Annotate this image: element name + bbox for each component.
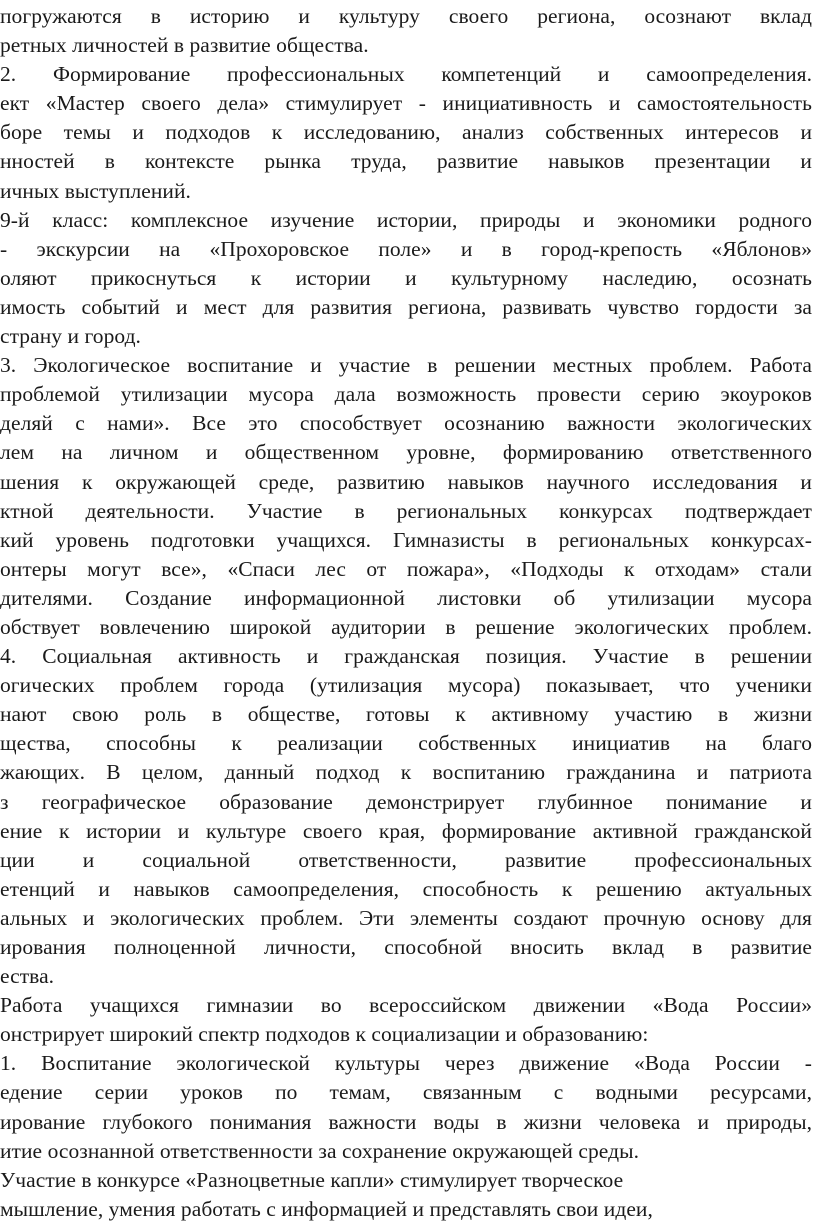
text-line: мышление, умения работать с информацией и представлять свои идеи, (0, 1196, 653, 1221)
text-line: 1. Воспитание экологической культуры через движение «Вода России - (0, 1051, 812, 1076)
text-line: ктной деятельности. Участие в региональных конкурсах подтверждает (0, 498, 812, 523)
text-line: 2. Формирование профессиональных компетенций и самоопределения. (0, 62, 812, 87)
text-line: страну и город. (0, 324, 141, 349)
text-line: 3. Экологическое воспитание и участие в решении местных проблем. Работа (0, 353, 812, 378)
text-line: огических проблем города (утилизация мусора) показывает, что ученики (0, 673, 812, 698)
text-line: шения к окружающей среде, развитию навыков научного исследования и (0, 469, 812, 494)
text-line: едение серии уроков по темам, связанным с водными ресурсами, (0, 1080, 812, 1105)
text-line: ции и социальной ответственности, развитие профессиональных (0, 847, 812, 872)
text-line: - экскурсии на «Прохоровское поле» и в город-крепость «Яблонов» (0, 236, 812, 261)
text-line: ества. (0, 964, 55, 989)
text-line: ичных выступлений. (0, 178, 191, 203)
text-line: щества, способны к реализации собственных инициатив на благо (0, 731, 812, 756)
text-line: онтеры могут все», «Спаси лес от пожара», «Подходы к отходам» стали (0, 556, 812, 581)
text-line: ение к истории и культуре своего края, формирование активной гражданской (0, 818, 812, 843)
text-line: кий уровень подготовки учащихся. Гимназисты в региональных конкурсах- (0, 527, 812, 552)
text-line: боре темы и подходов к исследованию, анализ собственных интересов и (0, 120, 812, 145)
text-line: имость событий и мест для развития региона, развивать чувство гордости за (0, 294, 812, 319)
text-line: дителями. Создание информационной листовки об утилизации мусора (0, 585, 812, 610)
text-line: 9-й класс: комплексное изучение истории, природы и экономики родного (0, 207, 812, 232)
text-line: ирования полноценной личности, способной вносить вклад в развитие (0, 935, 812, 959)
text-line: ирование глубокого понимания важности воды в жизни человека и природы, (0, 1109, 812, 1134)
text-line: альных и экологических проблем. Эти элементы создают прочную основу для (0, 905, 812, 930)
text-line: етенций и навыков самоопределения, способность к решению актуальных (0, 876, 812, 901)
text-line: деляй с нами». Все это способствует осознанию важности экологических (0, 411, 812, 436)
text-line: жающих. В целом, данный подход к воспитанию гражданина и патриота (0, 760, 812, 785)
text-line: нают свою роль в обществе, готовы к активному участию в жизни (0, 702, 812, 727)
text-line: ект «Мастер своего дела» стимулирует - инициативность и самостоятельность (0, 91, 812, 116)
text-line: онстрирует широкий спектр подходов к социализации и образованию: (0, 1022, 649, 1047)
text-line: з географическое образование демонстрирует глубинное понимание и (0, 789, 812, 814)
text-line: обствует вовлечению широкой аудитории в решение экологических проблем. (0, 614, 812, 639)
text-line: Работа учащихся гимназии во всероссийском движении «Вода России» (0, 993, 812, 1018)
text-line: проблемой утилизации мусора дала возможность провести серию экоуроков (0, 382, 812, 407)
text-line: оляют прикоснуться к истории и культурному наследию, осознать (0, 265, 812, 290)
text-line: нностей в контексте рынка труда, развитие навыков презентации и (0, 149, 812, 174)
text-line: погружаются в историю и культуру своего региона, осознают вклад (0, 4, 812, 28)
text-line: итие осознанной ответственности за сохранение окружающей среды. (0, 1138, 640, 1163)
text-line: 4. Социальная активность и гражданская позиция. Участие в решении (0, 644, 812, 669)
text-line: ретных личностей в развитие общества. (0, 33, 369, 58)
text-line: Участие в конкурсе «Разноцветные капли» стимулирует творческое (0, 1167, 624, 1192)
text-line: лем на личном и общественном уровне, формированию ответственного (0, 440, 812, 465)
